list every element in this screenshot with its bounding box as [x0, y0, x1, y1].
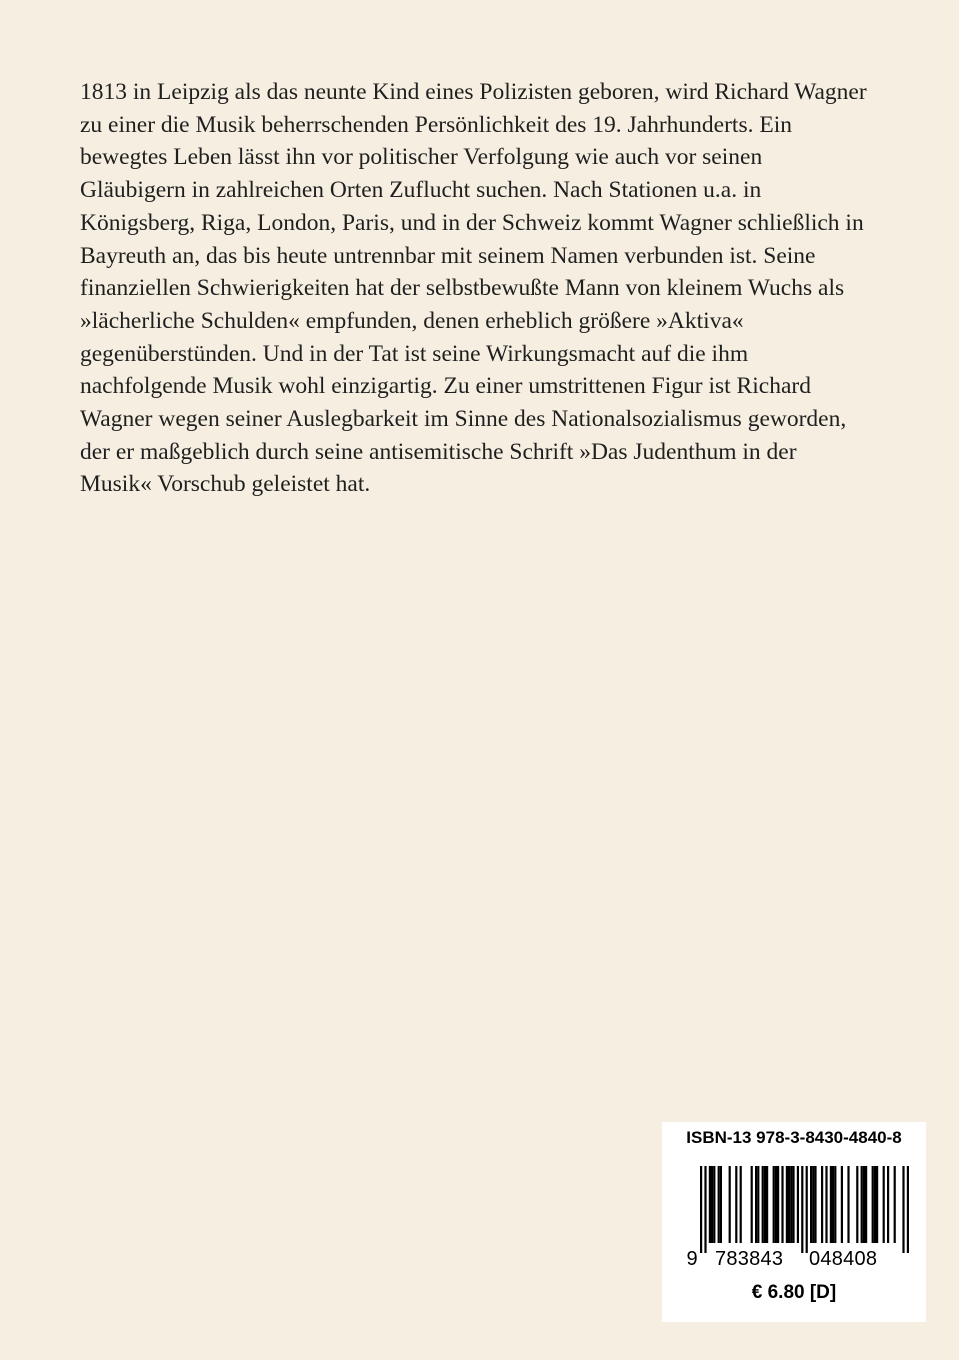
- isbn-barcode-block: [662, 1122, 926, 1322]
- barcode-bar: [834, 1166, 836, 1243]
- blurb-line: gegenüberstünden. Und in der Tat ist seine Wirkungsmacht auf die ihm: [80, 340, 749, 367]
- barcode-bar: [814, 1166, 816, 1243]
- barcode-bar: [797, 1166, 799, 1243]
- blurb-line: Musik« Vorschub geleistet hat.: [80, 471, 371, 498]
- blurb-line: Wagner wegen seiner Auslegbarkeit im Sinne des Nationalsozialismus geworden,: [80, 406, 847, 433]
- blurb-line: 1813 in Leipzig als das neunte Kind eines Polizisten geboren, wird Richard Wagner: [80, 79, 867, 105]
- barcode-bar: [861, 1166, 863, 1243]
- barcode-bar: [790, 1166, 792, 1243]
- barcode-bar: [830, 1166, 832, 1243]
- barcode-bar: [751, 1166, 753, 1243]
- barcode-guard-bar: [700, 1166, 702, 1253]
- barcode-bar: [775, 1166, 777, 1243]
- barcode-bar: [792, 1166, 794, 1243]
- barcode-bar: [863, 1166, 865, 1243]
- barcode-guard-bar: [801, 1166, 803, 1253]
- barcode-bar: [762, 1166, 764, 1243]
- blurb-line: bewegtes Leben lässt ihn vor politischer Verfolgung wie auch vor seinen: [80, 144, 763, 171]
- barcode-bar: [757, 1166, 759, 1243]
- barcode-guard-bar: [907, 1166, 909, 1253]
- barcode-bar: [821, 1166, 823, 1243]
- barcode-bar: [894, 1166, 896, 1243]
- barcode-bar: [788, 1166, 790, 1243]
- barcode-bar: [777, 1166, 779, 1243]
- barcode-bar: [729, 1166, 731, 1243]
- barcode-guard-bar: [704, 1166, 706, 1253]
- barcode-digits-left: 783843: [715, 1248, 783, 1270]
- barcode-bar: [786, 1166, 788, 1243]
- blurb-line: finanziellen Schwierigkeiten hat der selbstbewußte Mann von kleinem Wuchs als: [80, 275, 845, 302]
- barcode-bar: [883, 1166, 885, 1243]
- barcode-bar: [887, 1166, 889, 1243]
- barcode-digit-first: 9: [686, 1248, 698, 1270]
- blurb-line: Bayreuth an, das bis heute untrennbar mit seinem Namen verbunden ist. Seine: [80, 242, 816, 269]
- barcode-bars: [700, 1166, 909, 1253]
- barcode-bar: [825, 1166, 827, 1243]
- barcode-bar: [740, 1166, 742, 1243]
- barcode-bar: [874, 1166, 876, 1243]
- barcode-bar: [713, 1166, 715, 1243]
- blurb-line: zu einer die Musik beherrschenden Persönlichkeit des 19. Jahrhunderts. Ein: [80, 111, 792, 138]
- barcode-guard-bar: [806, 1166, 808, 1253]
- barcode-bar: [709, 1166, 711, 1243]
- barcode-digits-right: 048408: [809, 1248, 877, 1270]
- barcode-bar: [810, 1166, 812, 1243]
- barcode-bar: [865, 1166, 867, 1243]
- isbn-label: ISBN-13 978-3-8430-4840-8: [686, 1128, 902, 1147]
- blurb-line: »lächerliche Schulden« empfunden, denen erheblich größere »Aktiva«: [80, 307, 744, 334]
- blurb-line: Königsberg, Riga, London, Paris, und in der Schweiz kommt Wagner schließlich in: [80, 209, 864, 236]
- barcode-guard-bar: [902, 1166, 904, 1253]
- back-cover-blurb: [80, 76, 910, 501]
- barcode-bar: [812, 1166, 814, 1243]
- barcode-bar: [720, 1166, 722, 1243]
- blurb-line: der er maßgeblich durch seine antisemitische Schrift »Das Judenthum in der: [80, 438, 797, 465]
- barcode-bar: [773, 1166, 775, 1243]
- barcode-bar: [847, 1166, 849, 1243]
- barcode-bar: [841, 1166, 843, 1243]
- barcode-bar: [735, 1166, 737, 1243]
- barcode-bar: [876, 1166, 878, 1243]
- barcode-bar: [872, 1166, 874, 1243]
- barcode-bar: [718, 1166, 720, 1243]
- blurb-line: Gläubigern in zahlreichen Orten Zuflucht suchen. Nach Stationen u.a. in: [80, 177, 762, 204]
- barcode-bar: [832, 1166, 834, 1243]
- barcode-bar: [856, 1166, 858, 1243]
- blurb-line: nachfolgende Musik wohl einzigartig. Zu einer umstrittenen Figur ist Richard: [80, 373, 811, 400]
- price-label: € 6.80 [D]: [751, 1282, 837, 1303]
- barcode-bar: [711, 1166, 713, 1243]
- barcode-bar: [766, 1166, 768, 1243]
- barcode-bar: [764, 1166, 766, 1243]
- barcode-bar: [781, 1166, 783, 1243]
- barcode-bar: [755, 1166, 757, 1243]
